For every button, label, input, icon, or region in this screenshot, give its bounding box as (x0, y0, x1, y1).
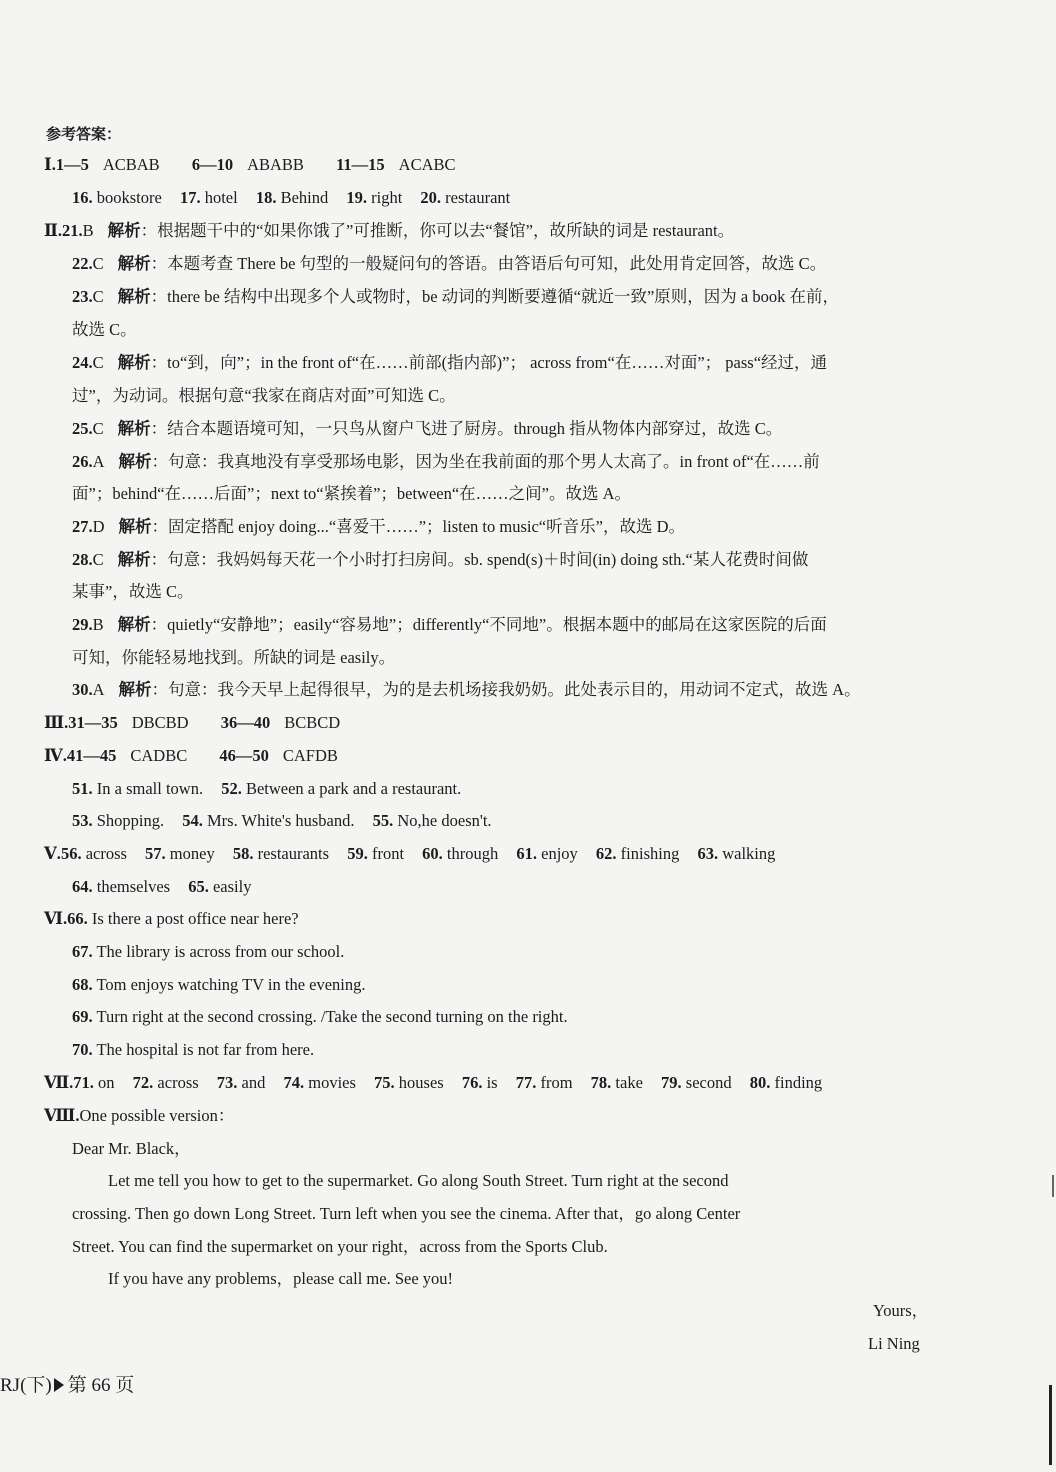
item-num: 16. (72, 188, 93, 207)
item-num: 61. (516, 844, 537, 863)
question-22 (72, 253, 826, 275)
item-num: 59. (347, 844, 368, 863)
analysis-label: 解析 (118, 517, 152, 536)
item-num: 77. (515, 1073, 537, 1092)
analysis-text: ：there be 结构中出现多个人或物时，be 动词的判断要遵循“就近一致”原则，因为 a book 在前， (150, 287, 839, 306)
item-num: 54. (182, 811, 203, 830)
item-answer: right (371, 188, 403, 207)
item-num: 36—40 (220, 713, 271, 732)
item-num: 31—35 (68, 713, 118, 732)
item-num: 18. (255, 188, 277, 207)
triangle-right-icon (54, 1378, 64, 1392)
item-answer: themselves (96, 877, 171, 896)
item-num: 51. (72, 779, 93, 798)
question-29 (72, 614, 827, 636)
item-answer: movies (308, 1073, 356, 1092)
page-number: 第 66 页 (67, 1375, 135, 1396)
item-num: 1—5 (55, 155, 89, 174)
item-answer: C (92, 353, 104, 372)
item-num: 52. (221, 779, 242, 798)
item-num: 19. (346, 188, 367, 207)
question-68 (72, 974, 366, 996)
section-5-row-2 (72, 876, 251, 898)
item-num: 29. (72, 615, 93, 634)
question-23 (72, 286, 839, 308)
item-answer: C (92, 419, 104, 438)
item-answer: No,he doesn't. (397, 811, 492, 830)
item-answer: walking (722, 844, 776, 863)
item-num: 71. (73, 1073, 94, 1092)
question-66 (44, 908, 299, 930)
item-num: 53. (72, 811, 93, 830)
item-num: 70. (72, 1040, 93, 1059)
item-num: 75. (374, 1073, 395, 1092)
item-num: 46—50 (219, 746, 269, 765)
item-num: 41—45 (66, 746, 117, 765)
intro-text: One possible version： (79, 1106, 235, 1125)
item-answer: is (486, 1073, 498, 1092)
analysis-label: 解析 (117, 254, 151, 273)
letter-signature: Li Ning (868, 1334, 920, 1353)
analysis-text: ：根据题干中的“如果你饿了”可推断，你可以去“餐馆”，故所缺的词是 restaurant。 (140, 221, 735, 240)
item-num: 64. (72, 877, 93, 896)
item-num: 28. (72, 550, 93, 569)
question-26 (72, 451, 820, 473)
question-26-cont: 面”；behind“在……后面”；next to“紧挨着”；between“在……之间”。故选 A。 (72, 484, 632, 503)
item-answer: ABABB (247, 155, 304, 174)
item-answer: through (446, 844, 499, 863)
item-answer: A (92, 452, 105, 471)
item-answer: CADBC (130, 746, 188, 765)
analysis-text: ：句意：我今天早上起得很早，为的是去机场接我奶奶。此处表示目的，用动词不定式，故选 A。 (151, 680, 861, 699)
item-answer: CAFDB (282, 746, 338, 765)
item-answer: Is there a post office near here? (91, 909, 299, 928)
section-7 (44, 1072, 822, 1094)
item-num: 66. (67, 909, 88, 928)
question-70 (72, 1039, 314, 1061)
item-answer: ACABC (398, 155, 456, 174)
item-num: 80. (749, 1073, 771, 1092)
analysis-text: ：句意：我真地没有享受那场电影，因为坐在我前面的那个男人太高了。in front of“在……前 (151, 452, 820, 471)
section-label: Ⅰ. (44, 155, 56, 174)
item-num: 20. (420, 188, 442, 207)
analysis-text: ：本题考查 There be 句型的一般疑问句的答语。由答语后句可知，此处用肯定回答，故选 C。 (150, 254, 827, 273)
item-answer: restaurants (257, 844, 330, 863)
item-answer: DBCBD (131, 713, 189, 732)
item-answer: The library is across from our school. (96, 942, 345, 961)
section-label: Ⅶ. (44, 1073, 74, 1092)
analysis-text: ：固定搭配 enjoy doing...“喜爱干……”；listen to music“听音乐”，故选 D。 (151, 517, 685, 536)
question-24 (72, 352, 827, 374)
question-27 (72, 516, 685, 538)
analysis-label: 解析 (117, 353, 151, 372)
item-answer: enjoy (541, 844, 578, 863)
item-num: 21. (62, 221, 83, 240)
item-answer: Tom enjoys watching TV in the evening. (96, 975, 366, 994)
item-num: 73. (216, 1073, 238, 1092)
item-answer: In a small town. (96, 779, 204, 798)
letter-line-4: If you have any problems，please call me. See you! (108, 1269, 454, 1288)
item-num: 63. (697, 844, 719, 863)
section-8-intro (44, 1105, 234, 1127)
item-answer: B (82, 221, 94, 240)
analysis-text: ：quietly“安静地”；easily“容易地”；differently“不同地”。根据本题中的邮局在这家医院的后面 (150, 615, 827, 634)
section-3 (44, 712, 340, 734)
analysis-text: ：结合本题语境可知，一只鸟从窗户飞进了厨房。through 指从物体内部穿过，故选 C。 (150, 419, 783, 438)
question-67 (72, 941, 344, 963)
item-answer: and (241, 1073, 266, 1092)
section-4-row-2 (72, 778, 461, 800)
section-4-row-3 (72, 810, 492, 832)
analysis-label: 解析 (117, 550, 151, 569)
letter-line-3: Street. You can find the supermarket on your right，across from the Sports Club. (72, 1237, 608, 1256)
question-25 (72, 418, 782, 440)
item-answer: D (92, 517, 105, 536)
item-num: 58. (232, 844, 254, 863)
item-answer: houses (398, 1073, 444, 1092)
question-30 (72, 679, 861, 701)
item-num: 74. (283, 1073, 305, 1092)
item-answer: C (92, 287, 104, 306)
section-label: Ⅷ. (44, 1106, 80, 1125)
item-answer: easily (212, 877, 252, 896)
item-answer: from (540, 1073, 573, 1092)
item-num: 56. (60, 844, 82, 863)
item-num: 68. (72, 975, 93, 994)
item-answer: Turn right at the second crossing. /Take the second turning on the right. (96, 1007, 568, 1026)
section-label: Ⅴ. (44, 844, 61, 863)
analysis-label: 解析 (117, 419, 151, 438)
section-4-row-1 (44, 745, 338, 767)
item-answer: second (685, 1073, 732, 1092)
item-num: 25. (72, 419, 93, 438)
question-21 (44, 220, 734, 242)
item-answer: B (92, 615, 104, 634)
analysis-label: 解析 (117, 287, 151, 306)
item-num: 17. (179, 188, 201, 207)
page-footer (0, 1370, 134, 1397)
scan-edge-mark (1049, 1385, 1052, 1465)
item-answer: A (92, 680, 105, 699)
item-answer: The hospital is not far from here. (96, 1040, 315, 1059)
item-num: 55. (372, 811, 394, 830)
page-title: 参考答案： (46, 125, 122, 143)
item-answer: front (371, 844, 405, 863)
item-answer: money (169, 844, 215, 863)
question-28-cont: 某事”，故选 C。 (72, 582, 194, 601)
letter-closing: Yours， (873, 1301, 929, 1320)
item-num: 72. (132, 1073, 154, 1092)
item-answer: bookstore (96, 188, 162, 207)
item-answer: on (98, 1073, 115, 1092)
question-69 (72, 1006, 568, 1028)
item-num: 62. (595, 844, 617, 863)
item-answer: Between a park and a restaurant. (245, 779, 462, 798)
item-answer: Mrs. White's husband. (207, 811, 355, 830)
item-num: 11—15 (336, 155, 385, 174)
item-num: 57. (145, 844, 166, 863)
analysis-text: ：to“到，向”；in the front of“在……前部(指内部)”； across from“在……对面”； pass“经过，通 (150, 353, 828, 372)
item-num: 26. (72, 452, 93, 471)
letter-line-2: crossing. Then go down Long Street. Turn left when you see the cinema. After that，go along Center (72, 1204, 741, 1223)
item-num: 65. (188, 877, 209, 896)
analysis-label: 解析 (117, 615, 151, 634)
section-5-row-1 (44, 843, 775, 865)
letter-greeting: Dear Mr. Black， (72, 1139, 191, 1158)
letter-line-1: Let me tell you how to get to the supermarket. Go along South Street. Turn right at the second (108, 1171, 729, 1190)
item-answer: ACBAB (102, 155, 160, 174)
item-num: 78. (590, 1073, 612, 1092)
item-answer: Behind (280, 188, 329, 207)
item-answer: finishing (620, 844, 680, 863)
analysis-label: 解析 (107, 221, 141, 240)
item-num: 30. (72, 680, 93, 699)
item-answer: restaurant (445, 188, 511, 207)
section-label: Ⅲ. (44, 713, 69, 732)
question-24-cont: 过”，为动词。根据句意“我家在商店对面”可知选 C。 (72, 386, 456, 405)
item-answer: hotel (204, 188, 238, 207)
section-1-row-2 (72, 187, 510, 209)
item-num: 6—10 (191, 155, 234, 174)
item-num: 67. (72, 942, 93, 961)
item-num: 60. (422, 844, 443, 863)
section-label: Ⅱ. (44, 221, 63, 240)
item-num: 76. (461, 1073, 483, 1092)
question-28 (72, 549, 808, 571)
item-num: 24. (72, 353, 93, 372)
item-answer: take (615, 1073, 643, 1092)
analysis-text: ：句意：我妈妈每天花一个小时打扫房间。sb. spend(s)＋时间(in) doing sth.“某人花费时间做 (150, 550, 809, 569)
section-label: Ⅵ. (44, 909, 68, 928)
item-num: 27. (72, 517, 93, 536)
item-answer: C (92, 254, 104, 273)
item-num: 69. (72, 1007, 93, 1026)
question-23-cont: 故选 C。 (72, 320, 137, 339)
analysis-label: 解析 (118, 680, 152, 699)
item-answer: across (157, 1073, 199, 1092)
item-answer: across (85, 844, 127, 863)
item-answer: BCBCD (284, 713, 341, 732)
scan-edge-mark (1052, 1175, 1054, 1197)
section-label: Ⅳ. (44, 746, 67, 765)
item-answer: C (92, 550, 104, 569)
item-answer: finding (774, 1073, 823, 1092)
section-1-row-1 (44, 154, 456, 176)
item-num: 23. (72, 287, 93, 306)
analysis-label: 解析 (118, 452, 152, 471)
item-answer: Shopping. (96, 811, 165, 830)
item-num: 79. (661, 1073, 682, 1092)
question-29-cont: 可知，你能轻易地找到。所缺的词是 easily。 (72, 648, 396, 667)
edition-label: RJ(下) (0, 1375, 52, 1396)
item-num: 22. (72, 254, 93, 273)
